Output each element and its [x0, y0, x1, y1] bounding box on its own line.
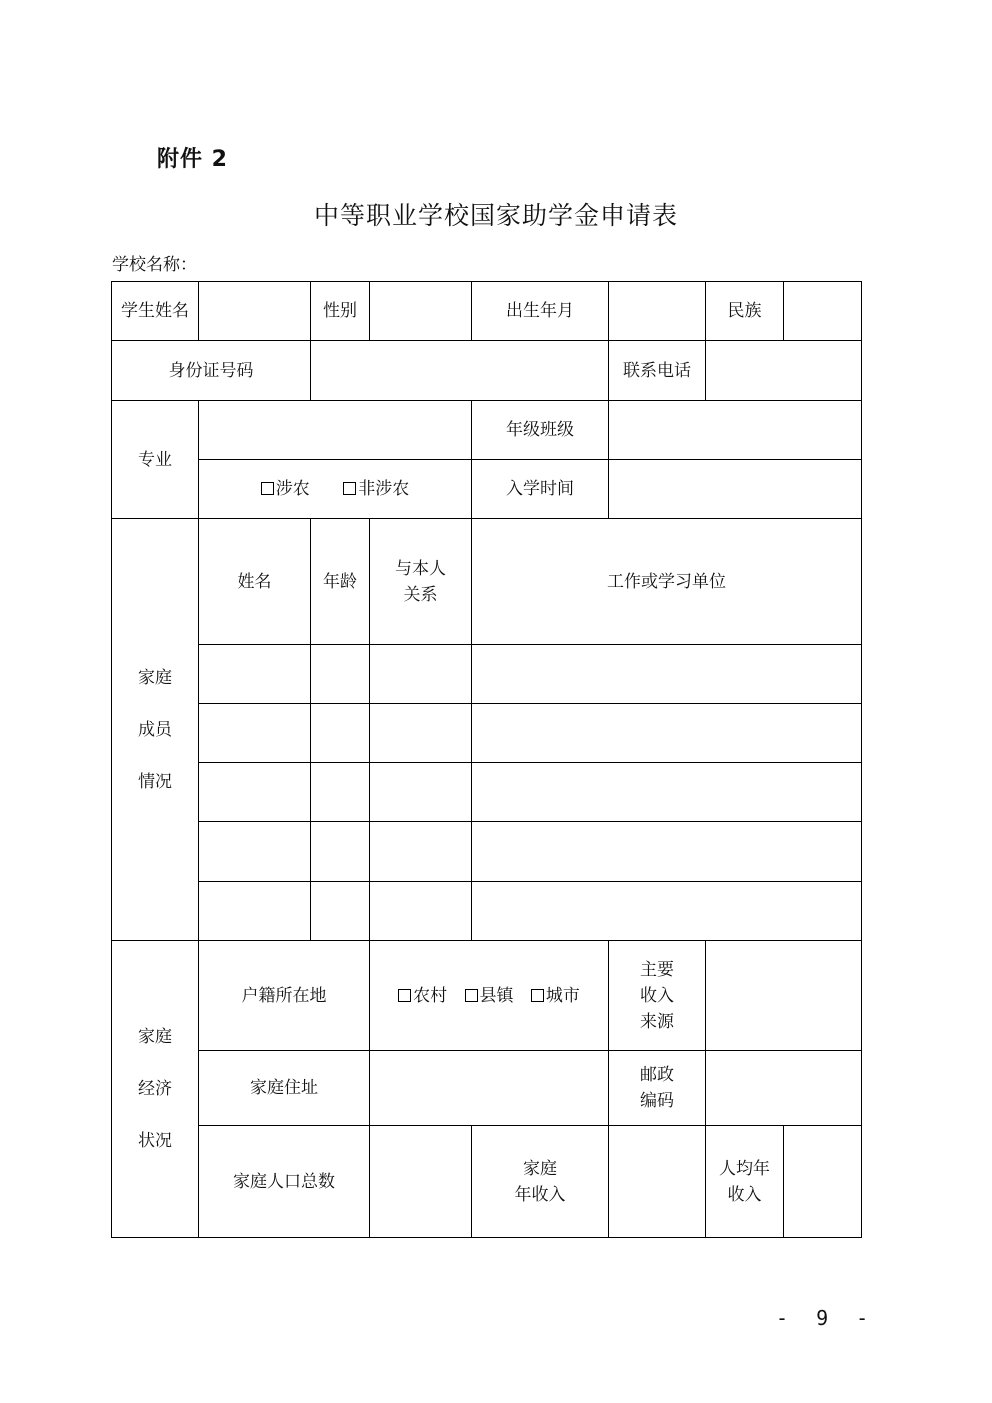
agri-option-label: 涉农: [275, 479, 310, 499]
member-age-cell[interactable]: [311, 882, 370, 941]
ethnicity-label: 民族: [706, 282, 784, 341]
family-members-label-line: 成员: [138, 719, 172, 740]
member-unit-cell[interactable]: [472, 882, 862, 941]
per-capita-income-field[interactable]: [784, 1126, 862, 1238]
hukou-label: 户籍所在地: [199, 941, 370, 1051]
postal-code-label: [609, 1051, 706, 1126]
member-unit-header: 工作或学习单位: [472, 519, 862, 645]
checkbox-icon[interactable]: [531, 989, 544, 1002]
member-unit-cell[interactable]: [472, 645, 862, 704]
member-name-header: 姓名: [199, 519, 311, 645]
non-agri-option[interactable]: [343, 476, 409, 502]
grade-class-label: 年级班级: [472, 401, 609, 460]
rural-option[interactable]: [398, 983, 447, 1009]
member-name-cell[interactable]: [199, 704, 311, 763]
per-capita-income-label-line: 人均年: [719, 1159, 770, 1179]
member-age-cell[interactable]: [311, 645, 370, 704]
birth-date-label: 出生年月: [472, 282, 609, 341]
member-unit-cell[interactable]: [472, 822, 862, 882]
city-option[interactable]: [531, 983, 580, 1009]
member-age-header: 年龄: [311, 519, 370, 645]
town-option[interactable]: [465, 983, 514, 1009]
member-unit-cell[interactable]: [472, 763, 862, 822]
application-form-table: [111, 281, 862, 1238]
member-name-cell[interactable]: [199, 645, 311, 704]
attachment-label: 附件 2: [157, 147, 228, 172]
main-income-field[interactable]: [706, 941, 862, 1051]
per-capita-income-label: [706, 1126, 784, 1238]
checkbox-icon[interactable]: [398, 989, 411, 1002]
page-number: - 9 -: [776, 1306, 877, 1330]
main-income-label-line: 主要: [640, 959, 674, 980]
hukou-choice: [370, 941, 609, 1051]
member-relation-cell[interactable]: [370, 763, 472, 822]
per-capita-income-label-line: 收入: [727, 1185, 762, 1205]
member-row: [112, 763, 862, 822]
family-size-field[interactable]: [370, 1126, 472, 1238]
form-title: 中等职业学校国家助学金申请表: [313, 201, 678, 230]
member-relation-cell[interactable]: [370, 822, 472, 882]
postal-code-field[interactable]: [706, 1051, 862, 1126]
ethnicity-field[interactable]: [784, 282, 862, 341]
phone-field[interactable]: [706, 341, 862, 401]
family-members-label-line: 情况: [138, 771, 172, 792]
id-number-field[interactable]: [311, 341, 609, 401]
student-name-label: 学生姓名: [112, 282, 199, 341]
annual-income-label: [472, 1126, 609, 1238]
member-age-cell[interactable]: [311, 704, 370, 763]
rural-option-label: 农村: [413, 985, 448, 1006]
member-age-cell[interactable]: [311, 763, 370, 822]
postal-code-label-line: 编码: [640, 1091, 674, 1111]
phone-label: 联系电话: [609, 341, 706, 401]
family-size-label: 家庭人口总数: [199, 1126, 370, 1238]
family-members-label-line: 家庭: [138, 667, 172, 688]
member-relation-header-line: 关系: [403, 584, 438, 605]
member-row: [112, 704, 862, 763]
postal-code-label-line: 邮政: [640, 1065, 674, 1085]
major-field[interactable]: [199, 401, 472, 460]
gender-label: 性别: [311, 282, 370, 341]
address-field[interactable]: [370, 1051, 609, 1126]
town-option-label: 县镇: [479, 985, 514, 1006]
member-row: [112, 882, 862, 941]
member-relation-cell[interactable]: [370, 645, 472, 704]
main-income-label-line: 来源: [640, 1011, 674, 1032]
family-economy-label-line: 经济: [138, 1079, 172, 1099]
member-age-cell[interactable]: [311, 822, 370, 882]
member-name-cell[interactable]: [199, 822, 311, 882]
main-income-label-line: 收入: [640, 985, 674, 1006]
member-name-cell[interactable]: [199, 882, 311, 941]
main-income-label: [609, 941, 706, 1051]
family-economy-label-line: 家庭: [138, 1027, 172, 1047]
checkbox-icon[interactable]: [261, 482, 274, 495]
annual-income-label-line: 年收入: [514, 1184, 566, 1205]
checkbox-icon[interactable]: [343, 482, 356, 495]
enroll-time-field[interactable]: [609, 460, 862, 519]
birth-date-field[interactable]: [609, 282, 706, 341]
annual-income-field[interactable]: [609, 1126, 706, 1238]
member-relation-cell[interactable]: [370, 704, 472, 763]
checkbox-icon[interactable]: [465, 989, 478, 1002]
grade-class-field[interactable]: [609, 401, 862, 460]
agri-option[interactable]: [261, 476, 310, 502]
member-name-cell[interactable]: [199, 763, 311, 822]
member-relation-header: [370, 519, 472, 645]
annual-income-label-line: 家庭: [523, 1158, 557, 1179]
agri-choice: [199, 460, 472, 519]
family-economy-label-line: 状况: [138, 1131, 172, 1151]
gender-field[interactable]: [370, 282, 472, 341]
member-unit-cell[interactable]: [472, 704, 862, 763]
major-label: 专业: [112, 401, 199, 519]
enroll-time-label: 入学时间: [472, 460, 609, 519]
member-relation-header-line: 与本人: [395, 558, 446, 579]
family-members-label: [112, 519, 199, 941]
non-agri-option-label: 非涉农: [358, 479, 410, 499]
student-name-field[interactable]: [199, 282, 311, 341]
school-name-label: 学校名称：: [112, 255, 197, 275]
city-option-label: 城市: [545, 985, 580, 1006]
member-row: [112, 822, 862, 882]
member-relation-cell[interactable]: [370, 882, 472, 941]
member-row: [112, 645, 862, 704]
id-number-label: 身份证号码: [112, 341, 311, 401]
address-label: 家庭住址: [199, 1051, 370, 1126]
family-economy-label: [112, 941, 199, 1238]
